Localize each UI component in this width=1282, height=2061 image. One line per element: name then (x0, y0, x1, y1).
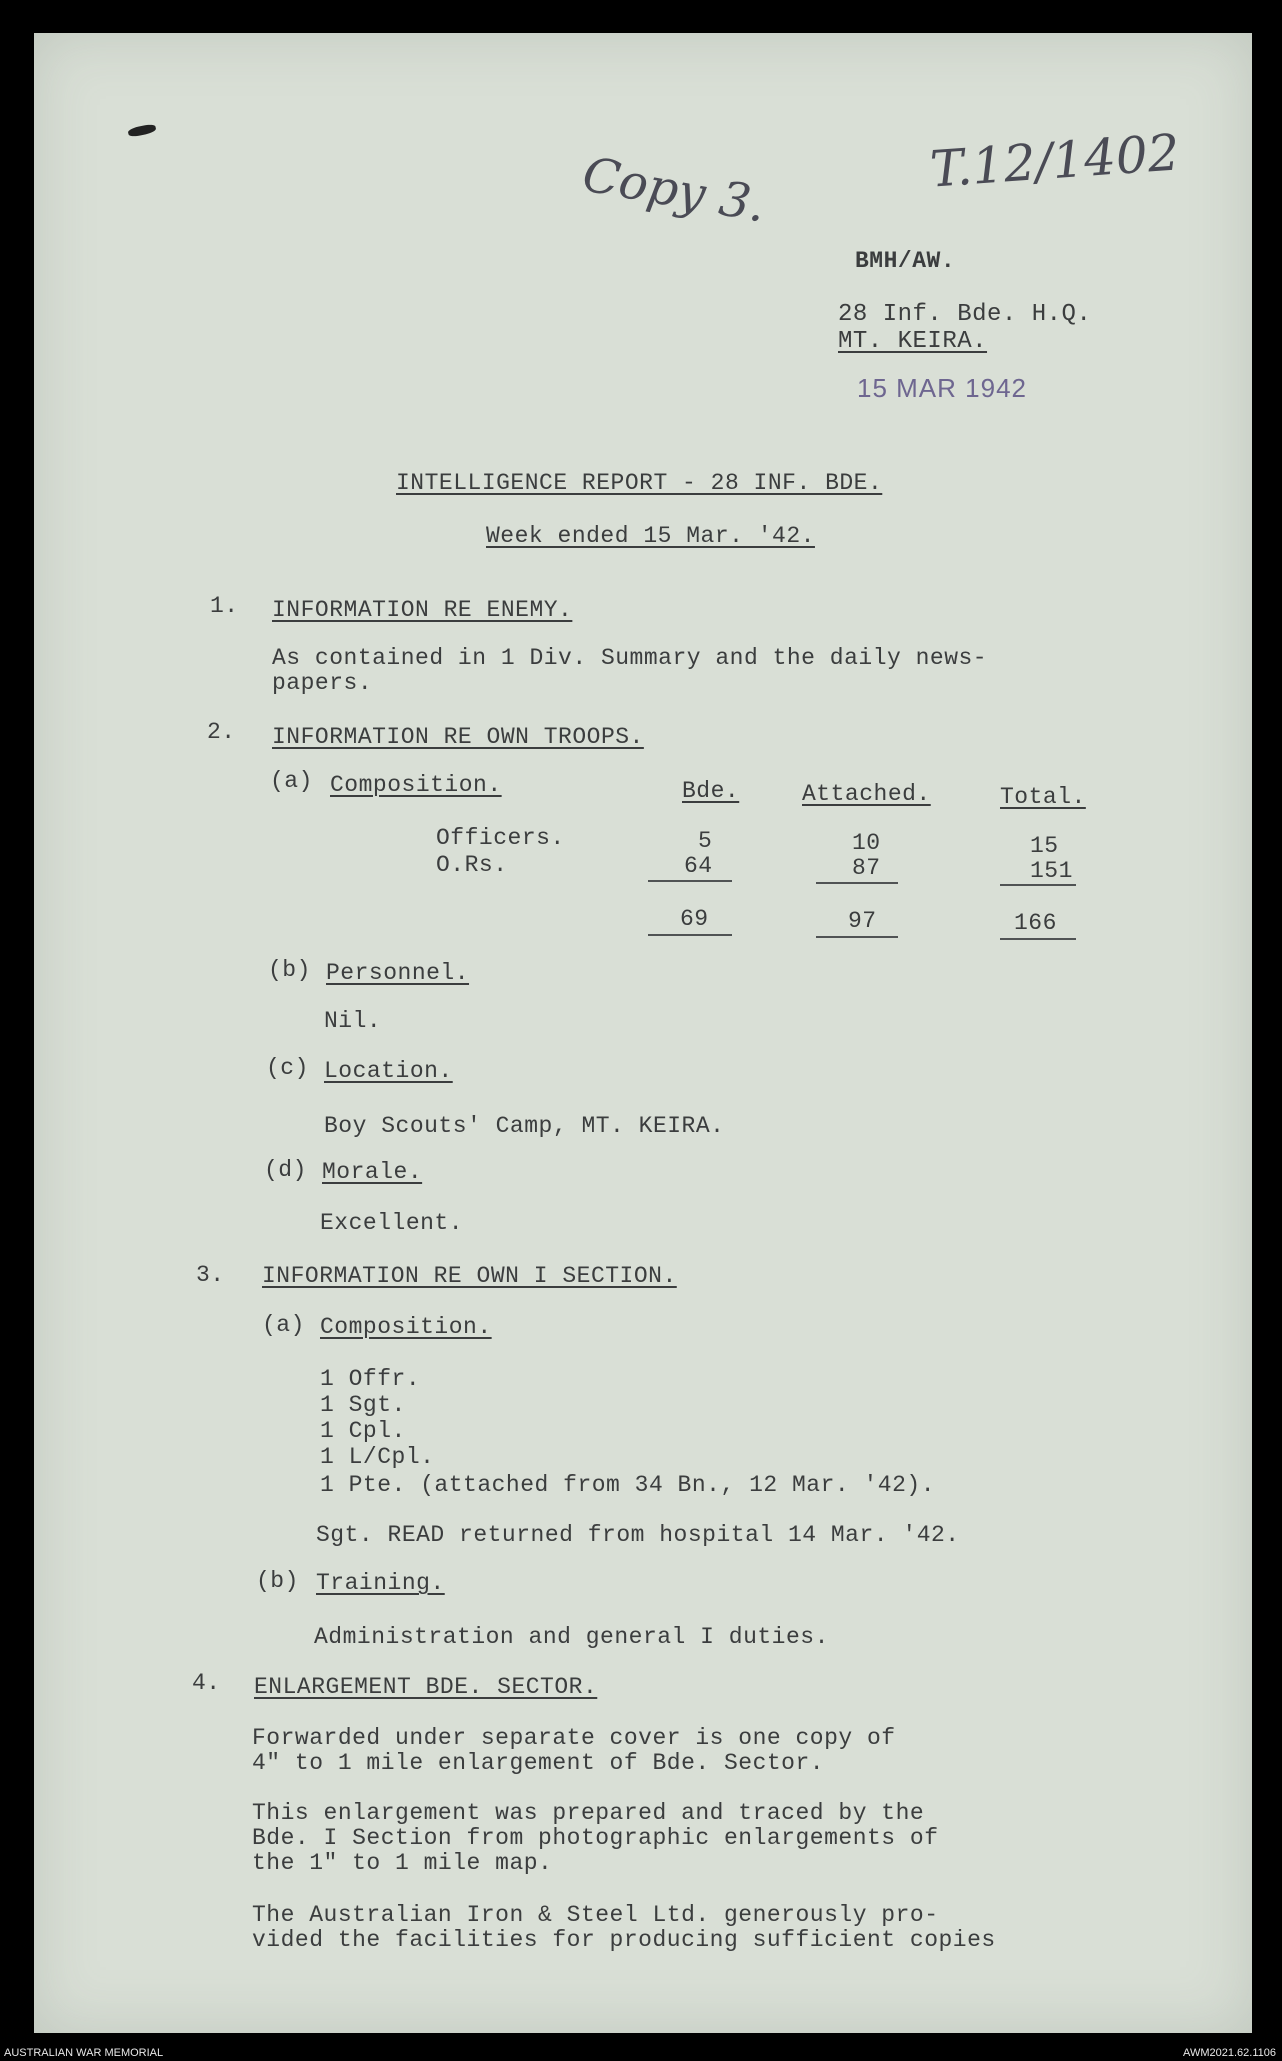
section-4-para-2-line-3: the 1" to 1 mile map. (252, 1850, 553, 1876)
total-rule-bde (648, 934, 732, 936)
section-2c-text: Boy Scouts' Camp, MT. KEIRA. (324, 1113, 725, 1139)
composition-list-item: 1 Cpl. (320, 1418, 406, 1444)
section-1-text-line-1: As contained in 1 Div. Summary and the daily news- (272, 645, 988, 671)
section-2a-title: Composition. (330, 772, 502, 798)
officers-total-value: 15 (1030, 833, 1059, 859)
row-label-ors: O.Rs. (436, 852, 508, 878)
section-1-number: 1. (210, 593, 239, 619)
section-4-para-3-line-1: The Australian Iron & Steel Ltd. generously pro- (252, 1902, 939, 1928)
section-4-number: 4. (192, 1670, 221, 1696)
row-label-officers: Officers. (436, 825, 565, 851)
composition-list-item: 1 Pte. (attached from 34 Bn., 12 Mar. '42). (320, 1472, 935, 1498)
total-rule-total (1000, 938, 1076, 940)
section-4-para-3-line-2: vided the facilities for producing sufficient copies (252, 1927, 996, 1953)
section-2-number: 2. (207, 719, 236, 745)
section-4-heading: ENLARGEMENT BDE. SECTOR. (254, 1674, 598, 1700)
handwritten-file-reference: T.12/1402 (928, 123, 1182, 199)
section-3b-label: (b) (256, 1568, 299, 1594)
section-4-para-1-line-2: 4" to 1 mile enlargement of Bde. Sector. (252, 1750, 825, 1776)
column-header-bde: Bde. (682, 778, 740, 804)
handwritten-copy-note: Copy 3. (578, 146, 770, 234)
headquarters-location: MT. KEIRA. (838, 328, 988, 355)
headquarters-address: 28 Inf. Bde. H.Q. (838, 301, 1092, 328)
ors-total-value: 151 (1030, 858, 1073, 884)
footer-institution: AUSTRALIAN WAR MEMORIAL (4, 2047, 164, 2059)
section-3-number: 3. (196, 1262, 225, 1288)
total-rule-attached (816, 936, 898, 938)
section-4-para-2-line-2: Bde. I Section from photographic enlargements of (252, 1825, 939, 1851)
ors-attached-value: 87 (852, 855, 881, 881)
subtotal-rule-attached (816, 882, 898, 884)
section-3b-text: Administration and general I duties. (314, 1624, 829, 1650)
column-header-attached: Attached. (802, 781, 931, 807)
subtotal-rule-bde (648, 880, 732, 882)
composition-list-item: 1 Offr. (320, 1366, 421, 1392)
section-1-text-line-2: papers. (272, 670, 373, 696)
column-header-total: Total. (1000, 784, 1086, 810)
section-2b-text: Nil. (324, 1008, 382, 1034)
section-2b-label: (b) (268, 957, 311, 983)
composition-list-item: 1 L/Cpl. (320, 1444, 435, 1470)
section-2b-title: Personnel. (326, 960, 470, 986)
officers-attached-value: 10 (852, 830, 881, 856)
total-attached-value: 97 (848, 908, 877, 934)
total-bde-value: 69 (680, 906, 709, 932)
section-2d-label: (d) (264, 1157, 307, 1183)
report-title: INTELLIGENCE REPORT - 28 INF. BDE. (396, 470, 883, 496)
section-2c-label: (c) (266, 1055, 309, 1081)
author-initials: BMH/AW. (855, 248, 956, 274)
officers-bde-value: 5 (698, 828, 713, 854)
date-stamp: 15 MAR 1942 (857, 373, 1027, 403)
ors-bde-value: 64 (684, 853, 713, 879)
section-2-heading: INFORMATION RE OWN TROOPS. (272, 724, 644, 750)
report-subtitle: Week ended 15 Mar. '42. (486, 523, 815, 549)
section-2d-text: Excellent. (320, 1210, 464, 1236)
section-1-heading: INFORMATION RE ENEMY. (272, 597, 573, 623)
total-total-value: 166 (1014, 910, 1057, 936)
section-2c-title: Location. (324, 1058, 453, 1084)
section-3b-title: Training. (316, 1570, 445, 1596)
section-3a-title: Composition. (320, 1314, 492, 1340)
composition-list-item: 1 Sgt. (320, 1392, 406, 1418)
section-3a-label: (a) (262, 1312, 305, 1338)
subtotal-rule-total (1000, 884, 1076, 886)
footer-accession-number: AWM2021.62.1106 (1183, 2047, 1276, 2059)
section-3-note: Sgt. READ returned from hospital 14 Mar. '42. (316, 1522, 960, 1548)
section-4-para-1-line-1: Forwarded under separate cover is one copy of (252, 1725, 896, 1751)
section-3-heading: INFORMATION RE OWN I SECTION. (262, 1263, 677, 1289)
section-2a-label: (a) (270, 768, 313, 794)
section-2d-title: Morale. (322, 1159, 423, 1185)
section-4-para-2-line-1: This enlargement was prepared and traced by the (252, 1800, 925, 1826)
